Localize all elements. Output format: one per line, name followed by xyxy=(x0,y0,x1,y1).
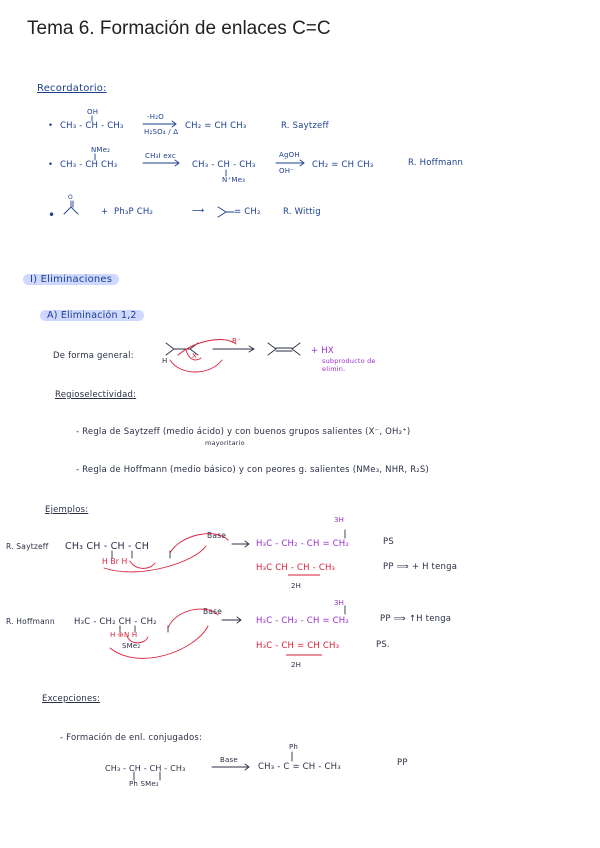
bullet: • xyxy=(48,121,54,131)
rxn3-arrow: ⟶ xyxy=(192,206,205,216)
ex2-base: Base xyxy=(203,607,223,616)
exc-product-top: Ph xyxy=(289,743,299,751)
ex1-product1-note: 3H xyxy=(334,516,345,524)
rxn3-product: = CH₂ xyxy=(234,207,261,217)
nme2-substituent: NMe₂ xyxy=(91,146,111,154)
rxn2-reagent: CH₃I exc xyxy=(145,152,176,160)
ex1-label: R. Saytzeff xyxy=(6,542,49,551)
rxn3-ylide: Ph₃P CH₂ xyxy=(114,207,154,217)
rxn2-intermediate: CH₃ - CH - CH₃ xyxy=(192,160,256,170)
rxn1-reagent-top: -H₂O xyxy=(147,113,164,121)
rxn2-reagent2-bottom: OH⁻ xyxy=(279,167,295,175)
ex1-product2-tag: PP ⟹ + H tenga xyxy=(383,562,458,572)
ex2-product1-tag: PP ⟹ ↑H tenga xyxy=(380,614,452,624)
h-label: H xyxy=(162,357,168,365)
rxn2-reagent2-top: AgOH xyxy=(279,151,300,159)
regla-hoffmann: - Regla de Hoffmann (medio básico) y con peores g. salientes (NMe₃, NHR, R₂S) xyxy=(76,465,430,475)
oh-substituent: OH xyxy=(87,108,99,116)
section-heading: I) Eliminaciones xyxy=(23,274,119,285)
ex1-product2-note: 2H xyxy=(291,582,302,590)
ex2-subs2: SMe₂ xyxy=(122,642,141,650)
rxn2-name: R. Hoffmann xyxy=(408,158,464,168)
regio-heading: Regioselectividad: xyxy=(55,390,137,400)
regla-saytzeff-note: mayoritario xyxy=(205,439,245,447)
ex2-reactant: H₃C - CH₂ CH - CH₂ xyxy=(74,617,157,627)
ex2-product1-note: 3H xyxy=(334,599,345,607)
ex2-product2-tag: PS. xyxy=(376,640,390,650)
rxn1-name: R. Saytzeff xyxy=(281,121,329,131)
ex1-product1: H₃C - CH₂ - CH = CH₂ xyxy=(256,539,349,549)
ex1-reactant: CH₃ CH - CH - CH xyxy=(65,541,150,552)
ex1-product2: H₃C CH - CH - CH₃ xyxy=(256,563,336,573)
exc-subs: Ph SMe₂ xyxy=(129,780,159,788)
rxn2-product: CH₂ = CH CH₃ xyxy=(312,160,374,170)
ex1-base: Base xyxy=(207,531,227,540)
rxn2-reactant: CH₃ - CH CH₃ xyxy=(60,160,118,170)
exc-product: CH₃ - C = CH - CH₃ xyxy=(258,762,341,772)
ex1-product1-tag: PS xyxy=(383,537,394,547)
rxn3-plus: + xyxy=(101,207,109,217)
exc-tag: PP xyxy=(397,758,408,768)
page-title: Tema 6. Formación de enlaces C=C xyxy=(27,18,331,39)
rxn3-name: R. Wittig xyxy=(283,207,321,217)
plus-hx: + HX xyxy=(311,346,334,356)
leaving-group: X xyxy=(192,352,197,360)
rxn1-product: CH₂ = CH CH₃ xyxy=(185,121,247,131)
ex2-product2: H₃C - CH = CH CH₃ xyxy=(256,641,340,651)
rxn1-reagent-bottom: H₂SO₄ / Δ xyxy=(144,128,179,136)
regla-saytzeff: - Regla de Saytzeff (medio ácido) y con buenos grupos salientes (X⁻, OH₂⁺) xyxy=(76,427,411,437)
general-label: De forma general: xyxy=(53,351,134,361)
exc-base: Base xyxy=(220,756,238,764)
ex2-subs: H ⊕N H xyxy=(110,631,138,639)
svg-text:O: O xyxy=(68,194,73,201)
recordatorio-heading: Recordatorio: xyxy=(37,83,107,94)
excepciones-item: - Formación de enl. conjugados: xyxy=(60,733,203,743)
ex1-subs: H Br H xyxy=(102,557,128,566)
subsection-heading: A) Eliminación 1,2 xyxy=(40,310,144,321)
rxn1-reactant: CH₃ - CH - CH₃ xyxy=(60,121,124,131)
ex2-product2-note: 2H xyxy=(291,661,302,669)
bullet: • xyxy=(48,208,56,222)
byproduct-note: subproducto de elimin. xyxy=(322,357,376,373)
excepciones-heading: Excepciones: xyxy=(42,694,101,704)
exc-reactant: CH₃ - CH - CH - CH₃ xyxy=(105,764,186,773)
ex2-product1: H₃C - CH₂ - CH = CH₂ xyxy=(256,616,349,626)
base-label: B⁻ xyxy=(232,337,241,345)
rxn2-intermediate-sub: N⁺Me₃ xyxy=(222,176,246,184)
ex2-label: R. Hoffmann xyxy=(6,617,55,626)
ejemplos-heading: Ejemplos: xyxy=(45,505,89,515)
bullet: • xyxy=(48,160,54,170)
